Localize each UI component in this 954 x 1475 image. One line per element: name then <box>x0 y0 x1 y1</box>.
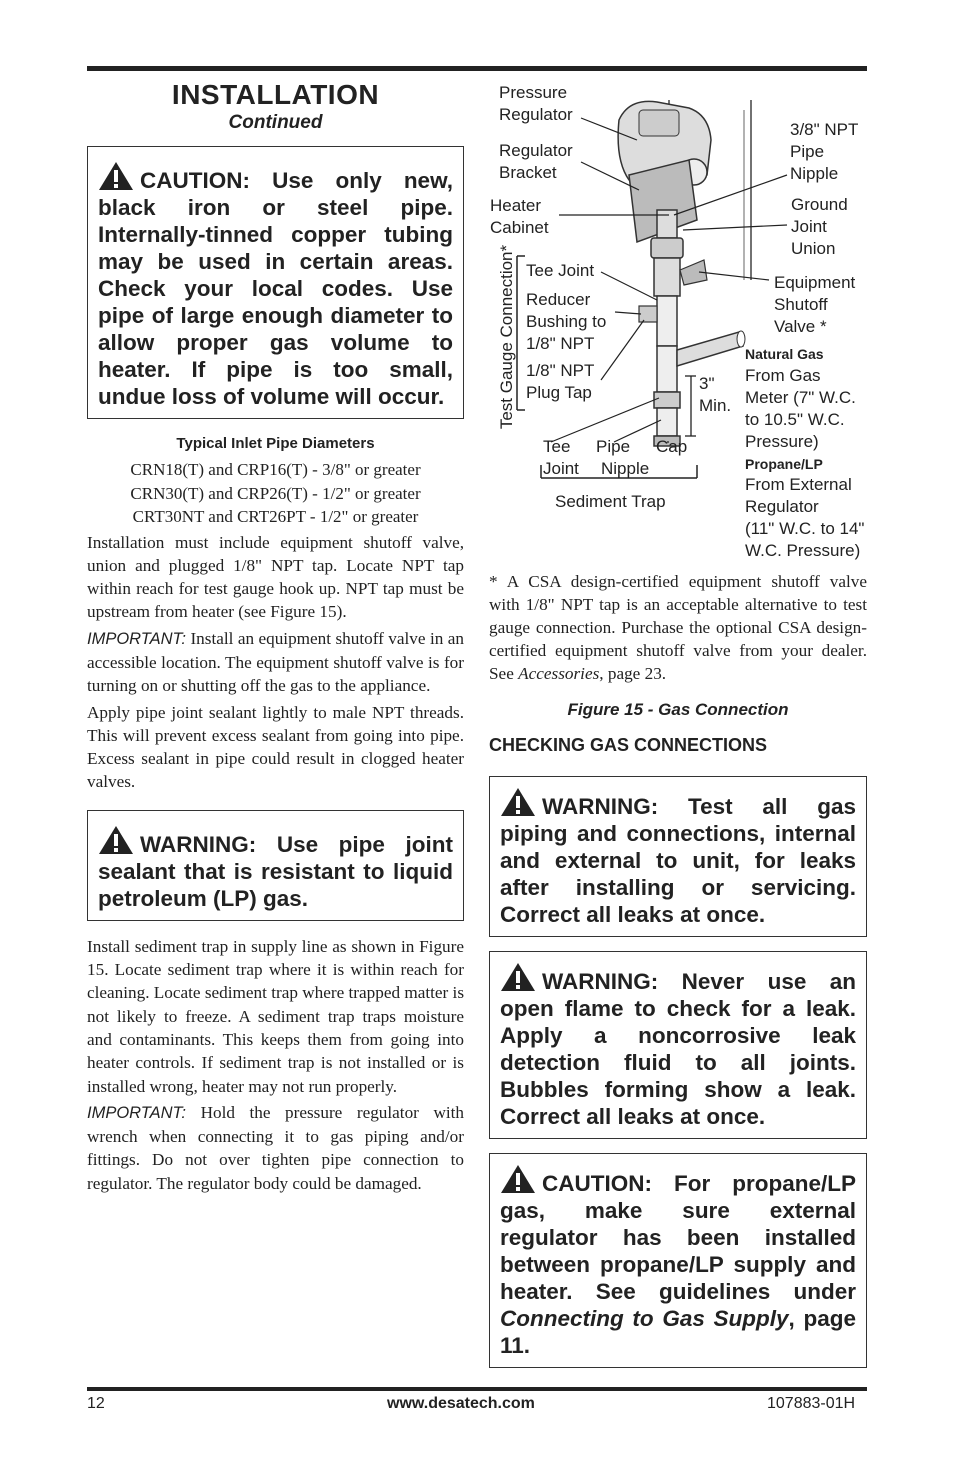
label-plug-tap: Plug Tap <box>526 383 592 402</box>
label-natural-gas: Natural Gas <box>745 346 824 362</box>
label-shutoff-valve: Equipment <box>774 273 856 292</box>
label-pipe-nipple: Nipple <box>601 459 650 478</box>
warning-text: WARNING: Use pipe joint sealant that is resistant to liquid petroleum (LP) gas. <box>98 831 453 911</box>
paragraph-sediment: Install sediment trap in supply line as shown in Figure 15. Locate sediment trap where it is within reach for cleaning. Locate sediment trap where trapped matter is not likely to freeze. A sediment trap traps moisture and contaminants. This keeps them from going into heater controls. If sediment trap is not installed or is installed wrong, heater may not run properly. <box>87 936 465 1096</box>
label-npt-nipple: Pipe <box>790 142 825 161</box>
label-ground-union: Joint <box>791 217 827 236</box>
caution-box-propane <box>489 1153 867 1368</box>
label-natural-gas-detail: Pressure) <box>745 432 819 451</box>
paragraph-sealant: Apply pipe joint sealant lightly to male NPT threads. This will prevent excess sealant from going into pipe. Excess sealant in pipe could result in clogged heater valves. <box>87 702 464 792</box>
caution-box <box>87 146 464 419</box>
important-text: Install an equipment shutoff valve in an accessible location. The equipment shutoff valve is for turning on or shutting off the gas to the appliance. <box>87 628 464 696</box>
caution-text: , page 11. <box>500 1306 856 1358</box>
figure-caption: Figure 15 - Gas Connection <box>567 700 789 719</box>
document-number: 107883-01H <box>767 1395 856 1412</box>
warning-text: WARNING: Test all gas piping and connections, internal and external to unit, for leaks after installing or servicing. Correct all leaks at once. <box>500 794 856 927</box>
label-shutoff-valve: Valve * <box>774 317 827 336</box>
label-heater-cabinet: Cabinet <box>490 218 549 237</box>
table-row: CRN30(T) and CRP26(T) - 1/2" or greater <box>130 483 421 503</box>
table-title: Typical Inlet Pipe Diameters <box>176 435 375 452</box>
footnote-reference: Accessories <box>518 664 600 683</box>
label-natural-gas-detail: From Gas <box>745 366 821 385</box>
label-propane-detail: Regulator <box>745 497 819 516</box>
label-cap: Cap <box>656 437 688 456</box>
left-column <box>87 80 464 1198</box>
website-link[interactable]: www.desatech.com <box>387 1395 535 1412</box>
section-title: INSTALLATION <box>171 79 380 110</box>
label-reducer: Reducer <box>526 290 591 309</box>
label-regulator-bracket: Regulator <box>499 141 573 160</box>
label-sediment-trap: Sediment Trap <box>555 492 666 511</box>
paragraph-important-1 <box>87 627 464 698</box>
top-rule <box>87 66 867 71</box>
label-tee-joint-lower: Tee <box>543 437 571 456</box>
right-column <box>489 80 867 1368</box>
warning-box-sealant <box>87 810 464 921</box>
label-shutoff-valve: Shutoff <box>774 295 828 314</box>
subheading-checking: CHECKING GAS CONNECTIONS <box>489 735 768 755</box>
figure-footnote <box>489 570 867 685</box>
label-tee-joint-lower: Joint <box>543 459 579 478</box>
warning-box-test <box>489 776 867 937</box>
label-propane-detail: From External <box>745 475 852 494</box>
label-reducer: Bushing to <box>526 312 607 331</box>
label-pipe-nipple: Pipe <box>596 437 631 456</box>
label-ground-union: Ground <box>791 195 848 214</box>
table-row: CRT30NT and CRT26PT - 1/2" or greater <box>132 507 419 526</box>
label-npt-nipple: 3/8" NPT <box>790 120 859 139</box>
label-regulator-bracket: Bracket <box>499 163 557 182</box>
label-tee-joint: Tee Joint <box>526 261 595 280</box>
caution-text: CAUTION: Use only new, black iron or steel pipe. Internally-tinned copper tubing may be used in certain areas. Check your local codes. Use pipe of large enough diameter to allow proper gas volume to heater. If pipe is too small, undue loss of volume will occur. <box>98 168 453 409</box>
label-propane-detail: (11" W.C. to 14" <box>745 519 865 538</box>
label-natural-gas-detail: Meter (7" W.C. <box>745 388 856 407</box>
label-npt-nipple: Nipple <box>790 164 839 183</box>
footnote-text: * A CSA design-certified equipment shutoff valve with 1/8" NPT tap is an acceptable alternative to test gauge connection. Purchase the optional CSA design-certified equipment shutoff valve from your dealer. See <box>489 572 867 683</box>
paragraph-important-2 <box>87 1101 464 1195</box>
table-row: CRN18(T) and CRP16(T) - 3/8" or greater <box>130 460 421 479</box>
warning-triangle-icon <box>98 161 134 191</box>
important-label: IMPORTANT: <box>87 629 186 648</box>
label-reducer: 1/8" NPT <box>526 334 595 353</box>
warning-triangle-icon <box>98 825 134 855</box>
important-text: Hold the pressure regulator with wrench when connecting it to gas piping and/or fittings. Do not over tighten pipe connection to regulator. The regulator body could be damaged. <box>87 1102 464 1193</box>
footnote-text: , page 23. <box>599 664 667 683</box>
paragraph-install: Installation must include equipment shutoff valve, union and plugged 1/8" NPT tap. Locate NPT tap within reach for test gauge hook up. NPT tap must be upstream from heater (see Figure 15). <box>87 532 464 622</box>
label-test-gauge: Test Gauge Connection* <box>497 244 516 430</box>
warning-triangle-icon <box>500 787 536 817</box>
label-ground-union: Union <box>791 239 836 258</box>
gas-connection-figure <box>489 80 867 570</box>
bottom-rule <box>87 1387 867 1391</box>
important-label: IMPORTANT: <box>87 1103 186 1122</box>
label-pressure-regulator: Pressure <box>499 83 568 102</box>
section-subtitle: Continued <box>228 112 323 133</box>
page-number: 12 <box>87 1395 105 1412</box>
label-min-dimension: Min. <box>699 396 732 415</box>
label-pressure-regulator: Regulator <box>499 105 573 124</box>
warning-triangle-icon <box>500 962 536 992</box>
caution-text: CAUTION: For propane/LP gas, make sure external regulator has been installed between propane/LP supply and heater. See guidelines under <box>500 1171 856 1304</box>
label-plug-tap: 1/8" NPT <box>526 361 595 380</box>
label-min-dimension: 3" <box>699 374 715 393</box>
warning-text: WARNING: Never use an open flame to check for a leak. Apply a noncorrosive leak detection fluid to all joints. Bubbles forming show a leak. Correct all leaks at once. <box>500 969 856 1129</box>
label-heater-cabinet: Heater <box>490 196 542 215</box>
warning-box-flame <box>489 951 867 1139</box>
caution-reference: Connecting to Gas Supply <box>500 1306 789 1331</box>
label-propane: Propane/LP <box>745 456 823 472</box>
label-natural-gas-detail: to 10.5" W.C. <box>745 410 845 429</box>
warning-triangle-icon <box>500 1164 536 1194</box>
label-propane-detail: W.C. Pressure) <box>745 541 861 560</box>
